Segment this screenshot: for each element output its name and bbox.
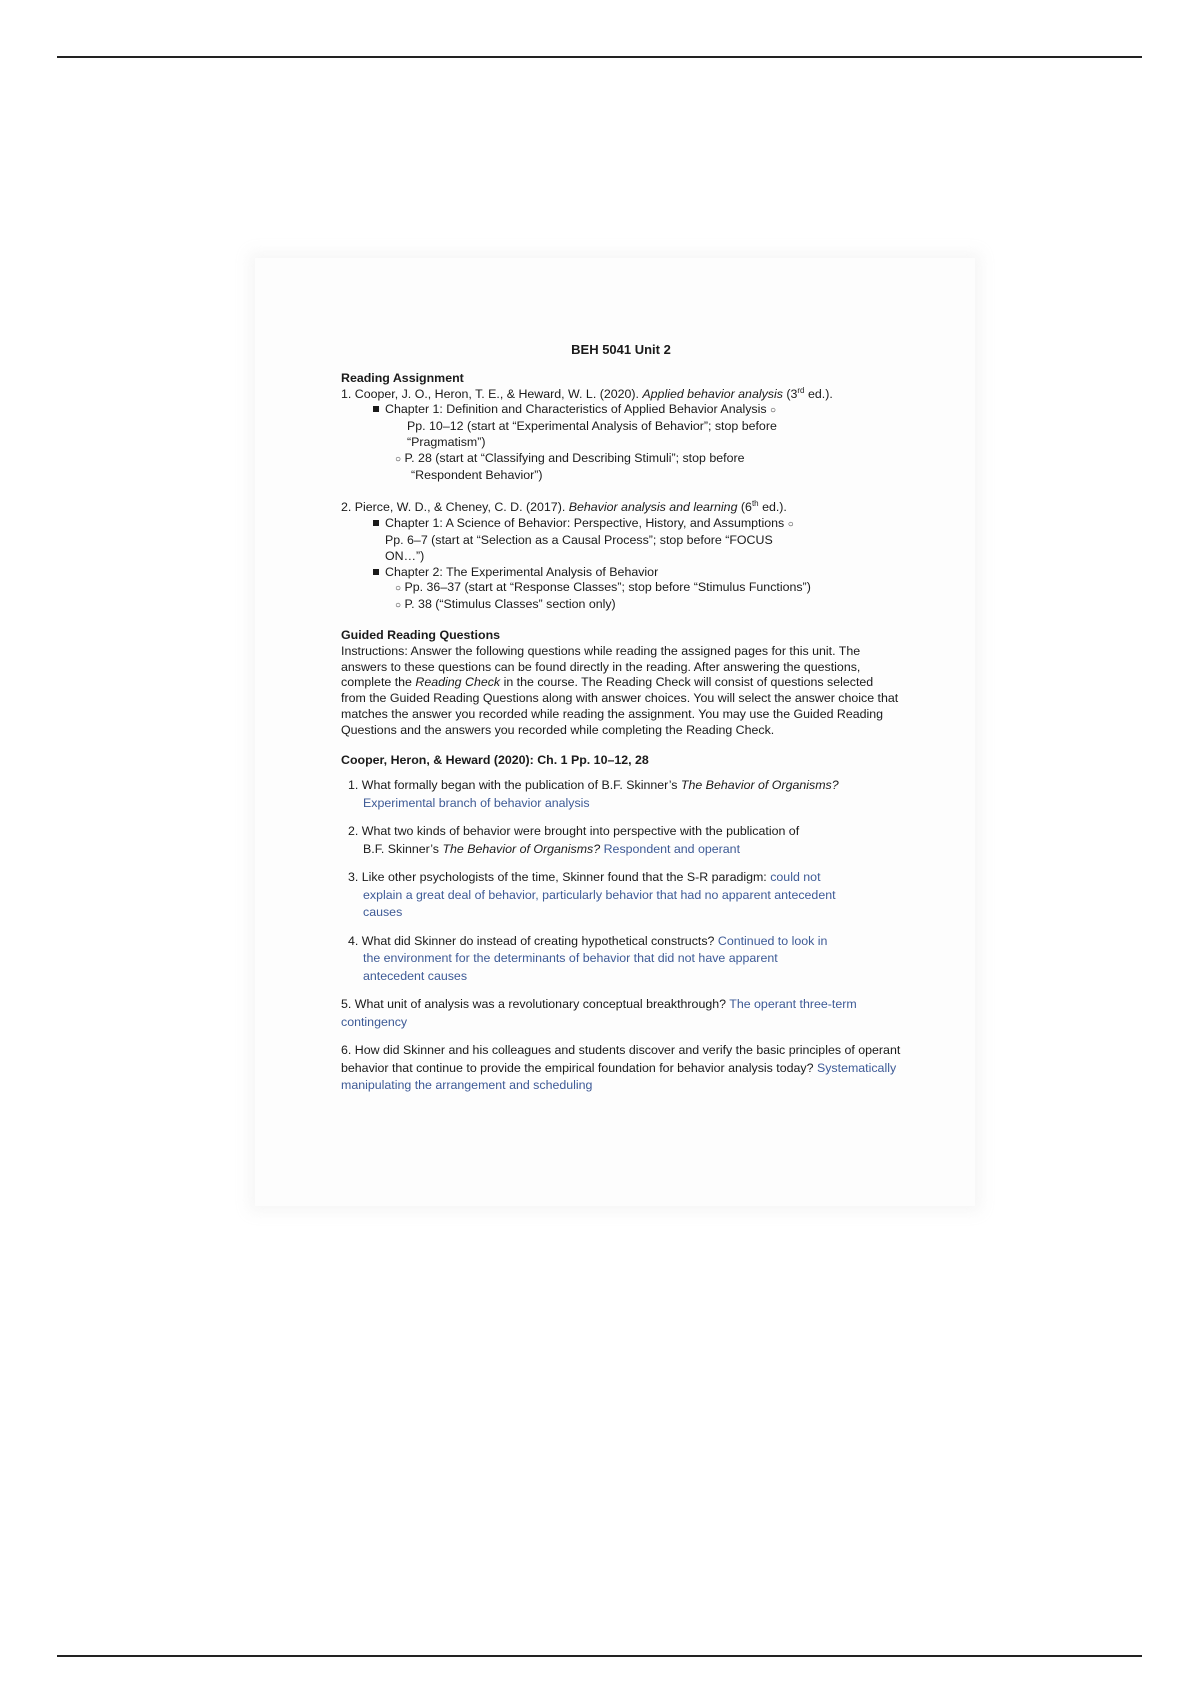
document-page — [255, 258, 975, 1206]
reference-2-book: Behavior analysis and learning — [568, 500, 738, 515]
reference-2-chapter-2: Chapter 2: The Experimental Analysis of Behavior — [341, 565, 901, 581]
reference-2-chapter-2-pages-b: ○ P. 38 (“Stimulus Classes” section only) — [395, 597, 616, 612]
document-content — [341, 342, 901, 1106]
reference-1-authors: 1. Cooper, J. O., Heron, T. E., & Heward, W. L. (2020). — [341, 386, 643, 401]
answer-2: Respondent and operant — [603, 841, 741, 856]
question-6: 6. How did Skinner and his colleagues and students discover and verify the basic principles of operant behavior that continue to provide the empirical foundation for behavior analysis today? Systematically manipulating the arrangement and scheduling — [341, 1043, 901, 1093]
answer-6: Systematically manipulating the arrangement and scheduling — [341, 1060, 897, 1093]
circle-bullet-icon: ○ — [395, 600, 402, 612]
reference-2-chapter-1-pages-cont: ON…”) — [385, 548, 425, 563]
reference-1-edition-post: ed.). — [807, 386, 833, 401]
square-bullet-icon — [373, 520, 379, 526]
reference-1-pages-a: Pp. 10–12 (start at “Experimental Analysis of Behavior”; stop before — [407, 419, 777, 434]
instructions-paragraph: Instructions: Answer the following questions while reading the assigned pages for this unit. The answers to these questions can be found directly in the reading. After answering the questions, complete the Reading Check in the course. The Reading Check will consist of questions selected from the Guided Reading Questions along with answer choices. You will select the answer choice that matches the answer you recorded while reading the assignment. You may use the Guided Reading Questions and the answers you recorded while completing the Reading Check. — [341, 643, 899, 737]
reference-1-edition-sup: rd — [797, 385, 805, 395]
question-1: 1. What formally began with the publication of B.F. Skinner’s The Behavior of Organisms? Experimental branch of behavior analysis — [348, 778, 839, 810]
circle-bullet-icon: ○ — [787, 519, 794, 531]
circle-bullet-icon: ○ — [395, 453, 402, 465]
reference-2-chapter-1-pages: Pp. 6–7 (start at “Selection as a Causal Process”; stop before “FOCUS — [385, 532, 773, 547]
circle-bullet-icon: ○ — [770, 405, 777, 417]
circle-bullet-icon: ○ — [395, 583, 402, 595]
question-2: 2. What two kinds of behavior were brought into perspective with the publication of B.F. Skinner’s The Behavior of Organisms? Respondent and operant — [348, 824, 800, 856]
square-bullet-icon — [373, 569, 379, 575]
reference-2 — [341, 500, 901, 516]
reference-2-edition-sup: th — [751, 499, 759, 509]
reference-1-pages-a-cont: “Pragmatism”) — [407, 434, 486, 449]
guided-questions-heading: Guided Reading Questions — [341, 627, 501, 642]
square-bullet-icon — [373, 406, 379, 412]
answer-4: Continued to look in the environment for the determinants of behavior that did not have apparent antecedent causes — [363, 933, 828, 983]
bottom-rule — [57, 1655, 1142, 1657]
top-rule — [57, 56, 1142, 58]
reference-1-book: Applied behavior analysis — [642, 386, 783, 401]
question-5: 5. What unit of analysis was a revolutionary conceptual breakthrough? The operant three-term contingency — [341, 997, 857, 1029]
reference-2-chapter-2-pages-a: ○ Pp. 36–37 (start at “Response Classes”; stop before “Stimulus Functions”) — [395, 580, 811, 595]
answer-3: could not explain a great deal of behavior, particularly behavior that had no apparent antecedent causes — [363, 870, 836, 920]
reference-1-edition: (3 — [782, 386, 798, 401]
reference-2-edition-post: ed.). — [762, 500, 787, 515]
reference-2-authors: 2. Pierce, W. D., & Cheney, C. D. (2017). — [341, 500, 569, 515]
reference-2-edition: (6 — [737, 500, 752, 515]
reference-1-chapter: Chapter 1: Definition and Characteristics of Applied Behavior Analysis ○ — [341, 402, 901, 419]
reading-check-emphasis: Reading Check — [415, 675, 501, 690]
question-3: 3. Like other psychologists of the time, Skinner found that the S-R paradigm: could not explain a great deal of behavior, particularly behavior that had no apparent antecedent causes — [348, 870, 836, 920]
answer-1: Experimental branch of behavior analysis — [363, 795, 590, 810]
section-heading: Cooper, Heron, & Heward (2020): Ch. 1 Pp. 10–12, 28 — [341, 752, 649, 767]
reference-1-pages-b: ○ P. 28 (start at “Classifying and Describing Stimuli”; stop before — [395, 450, 745, 465]
reference-2-chapter-1: Chapter 1: A Science of Behavior: Perspective, History, and Assumptions ○ — [341, 516, 901, 533]
reading-assignment-heading: Reading Assignment — [341, 370, 464, 385]
reference-1-pages-b-cont: “Respondent Behavior”) — [411, 467, 543, 482]
answer-5: The operant three-term contingency — [341, 997, 857, 1029]
reference-1 — [341, 387, 901, 403]
question-4: 4. What did Skinner do instead of creating hypothetical constructs? Continued to look in the environment for the determinants of behavior that did not have apparent antecedent causes — [348, 933, 828, 983]
document-title: BEH 5041 Unit 2 — [571, 342, 671, 357]
